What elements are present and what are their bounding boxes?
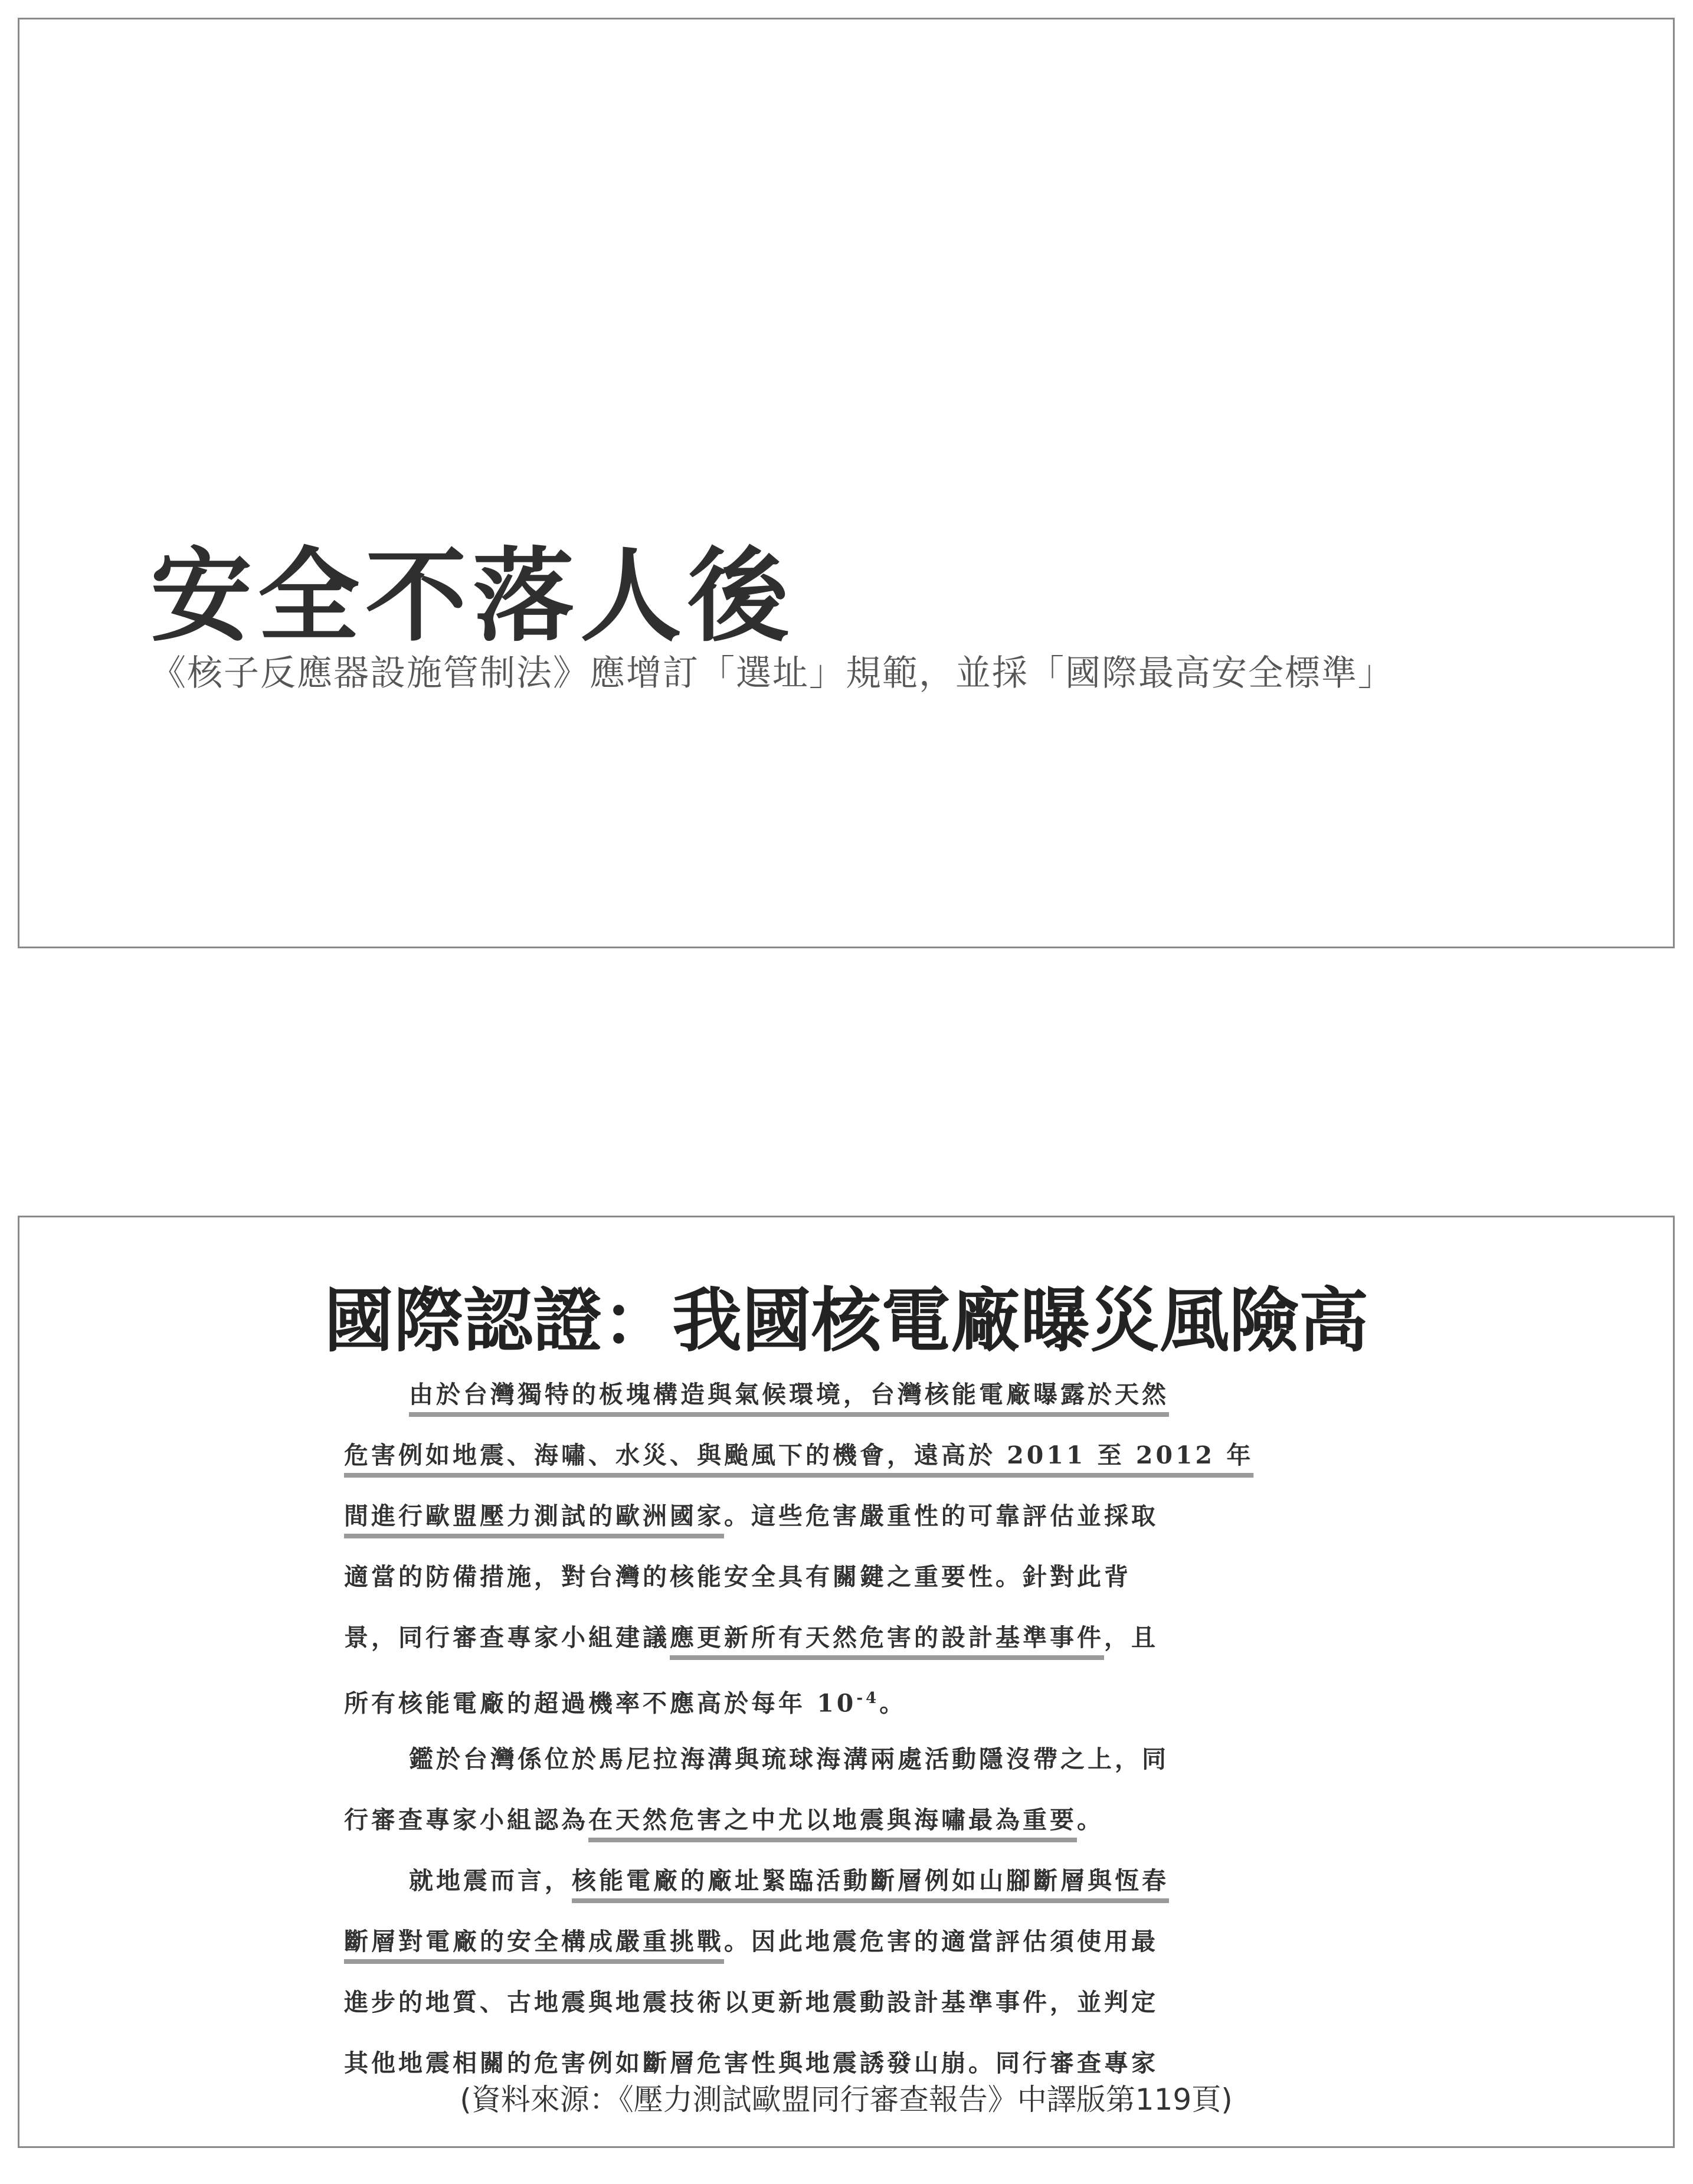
highlighted-text: 應更新所有天然危害的設計基準事件 <box>670 1623 1104 1652</box>
excerpt-text: ，且 <box>1104 1623 1158 1652</box>
excerpt-text: 。 <box>1077 1806 1104 1834</box>
excerpt-line <box>344 1614 1288 1675</box>
slide-1-title: 安全不落人後 <box>150 537 795 656</box>
highlighted-text: 斷層對電廠的安全構成嚴重挑戰 <box>344 1927 724 1956</box>
excerpt-line <box>344 1796 1288 1857</box>
excerpt-text: 。因此地震危害的適當評估須使用最 <box>724 1927 1158 1956</box>
excerpt-line <box>344 1371 1288 1432</box>
exponent: -4 <box>856 1689 880 1707</box>
slide-2 <box>18 1216 1675 2148</box>
highlighted-text: 核能電廠的廠址緊臨活動斷層例如山腳斷層與恆春 <box>572 1867 1169 1895</box>
slide-2-title: 國際認證：我國核電廠曝災風險高 <box>323 1280 1368 1361</box>
excerpt-text: 行審查專家小組認為 <box>344 1806 588 1834</box>
highlighted-text: 在天然危害之中尤以地震與海嘯最為重要 <box>588 1806 1077 1834</box>
excerpt-text: 其他地震相關的危害例如斷層危害性與地震誘發山崩。同行審查專家 <box>344 2049 1158 2077</box>
excerpt-line <box>344 1979 1288 2039</box>
excerpt-text: 就地震而言， <box>409 1867 572 1895</box>
highlighted-text: 間進行歐盟壓力測試的歐洲國家 <box>344 1502 724 1530</box>
excerpt-line <box>344 1675 1288 1736</box>
slide-1 <box>18 18 1675 948</box>
excerpt-line <box>344 1553 1288 1614</box>
highlighted-text: 由於台灣獨特的板塊構造與氣候環境，台灣核能電廠曝露於天然 <box>409 1380 1169 1409</box>
highlighted-text: 危害例如地震、海嘯、水災、與颱風下的機會，遠高於 2011 至 2012 年 <box>344 1441 1254 1469</box>
slide-1-subtitle: 《核子反應器設施管制法》應增訂「選址」規範，並採「國際最高安全標準」 <box>150 653 1394 694</box>
report-excerpt <box>344 1371 1288 2100</box>
excerpt-line <box>344 1492 1288 1553</box>
excerpt-line <box>344 1432 1288 1492</box>
excerpt-text: 所有核能電廠的超過機率不應高於每年 10 <box>344 1689 857 1718</box>
excerpt-line <box>344 1918 1288 1979</box>
excerpt-line <box>344 1857 1288 1918</box>
excerpt-text: 景，同行審查專家小組建議 <box>344 1623 670 1652</box>
excerpt-text: 進步的地質、古地震與地震技術以更新地震動設計基準事件，並判定 <box>344 1988 1158 2016</box>
excerpt-line <box>344 1736 1288 1796</box>
excerpt-text: 。 <box>879 1689 907 1718</box>
source-citation: (資料來源：《壓力測試歐盟同行審查報告》中譯版第119頁) <box>460 2083 1233 2117</box>
excerpt-text: 。這些危害嚴重性的可靠評估並採取 <box>724 1502 1158 1530</box>
excerpt-text: 適當的防備措施，對台灣的核能安全具有關鍵之重要性。針對此背 <box>344 1563 1131 1591</box>
excerpt-text: 鑑於台灣係位於馬尼拉海溝與琉球海溝兩處活動隱沒帶之上，同 <box>409 1745 1169 1773</box>
